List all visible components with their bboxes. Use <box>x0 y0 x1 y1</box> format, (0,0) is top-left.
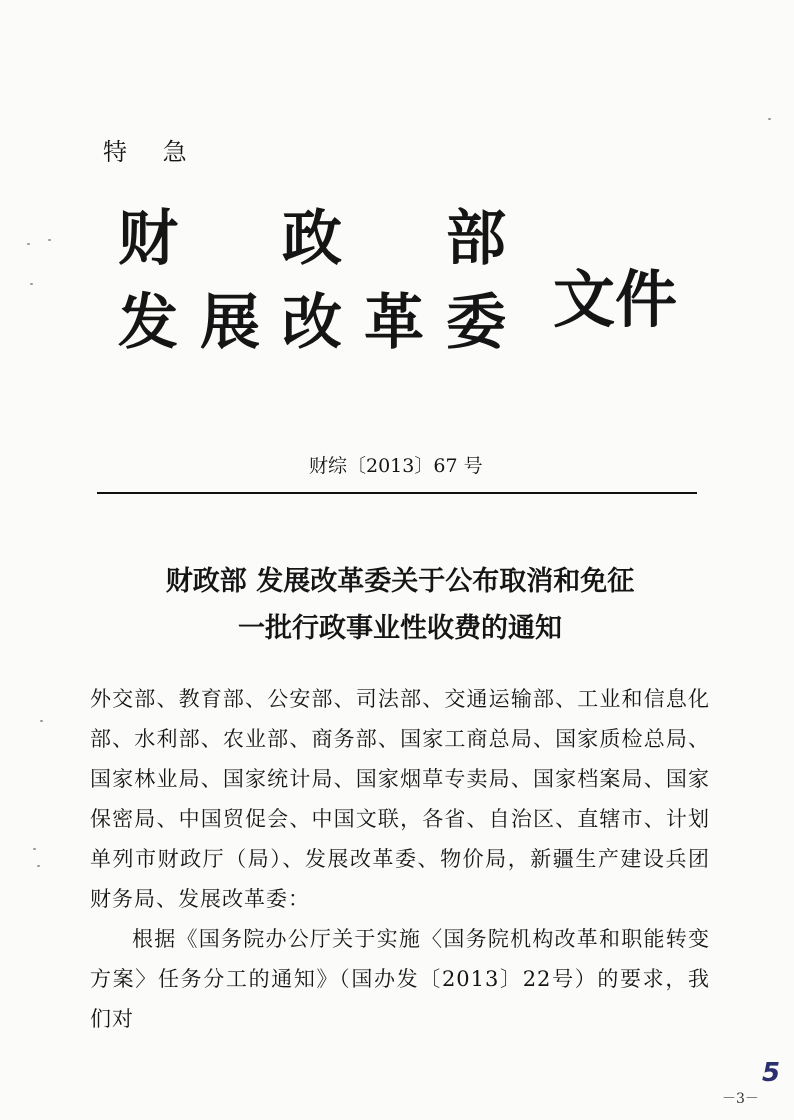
recipients-paragraph: 外交部、教育部、公安部、司法部、交通运输部、工业和信息化部、水利部、农业部、商务部、国家工商总局、国家质检总局、国家林业局、国家统计局、国家烟草专卖局、国家档案局、国家保密局、中国贸促会、中国文联，各省、自治区、直辖市、计划单列市财政厅（局）、发展改革委、物价局，新疆生产建设兵团财务局、发展改革委： <box>90 687 710 911</box>
issuer-char: 革 <box>364 288 424 358</box>
issuer-finance-ministry <box>118 204 610 274</box>
issuer-char: 发 <box>118 288 178 358</box>
issuer-ndrc <box>118 288 528 358</box>
urgency-label: 特 急 <box>103 138 201 166</box>
scan-speck <box>37 865 40 867</box>
document-word: 文件 <box>553 263 678 336</box>
scan-speck <box>27 243 30 245</box>
scan-speck <box>30 283 33 285</box>
issuer-char: 财 <box>118 204 178 274</box>
body-paragraph: 根据《国务院办公厅关于实施〈国务院机构改革和职能转变方案〉任务分工的通知》（国办发〔2013〕22号）的要求，我们对 <box>90 927 710 1031</box>
handwritten-mark: 5 <box>762 1058 781 1088</box>
header-divider <box>97 492 697 494</box>
scan-speck <box>40 720 43 722</box>
page-number: －3－ <box>722 1091 759 1107</box>
issuer-char: 委 <box>446 288 506 358</box>
issuer-char: 部 <box>446 204 506 274</box>
scan-speck <box>48 239 51 241</box>
issuer-char: 政 <box>282 204 342 274</box>
document-title-line-1: 财政部 发展改革委关于公布取消和免征 <box>165 566 635 597</box>
document-title-line-2: 一批行政事业性收费的通知 <box>238 613 562 644</box>
scan-speck <box>33 848 36 850</box>
issuer-char: 改 <box>282 288 342 358</box>
document-number: 财综〔2013〕67 号 <box>309 455 483 477</box>
scan-speck <box>768 118 771 120</box>
issuer-char: 展 <box>200 288 260 358</box>
